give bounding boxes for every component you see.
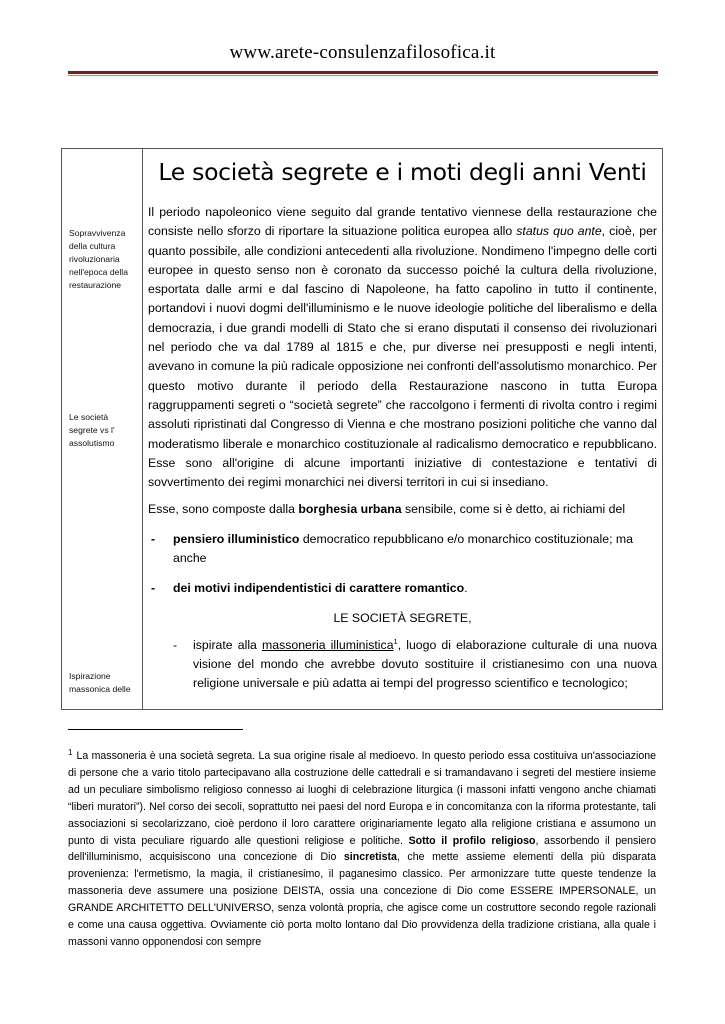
massoneria-illuministica-link[interactable]: massoneria illuministica (262, 637, 394, 652)
content-frame (61, 148, 663, 710)
motivi-indipendentistici: dei motivi indipendentistici di carattere romantico (173, 581, 465, 596)
footnote-bold-profilo: Sotto il profilo religioso (408, 834, 536, 847)
header-rule (68, 71, 658, 74)
paragraph-1 (148, 203, 657, 492)
sub-item-text-b: , luogo di elaborazione culturale di una nuova visione del mondo che avrebbe dovuto sostituire il cristianesimo con una nuova religione universale e più adatta ai tempi del progresso scientifico e tecnologico; (193, 637, 657, 691)
header-url: www.arete-consulenzafilosofica.it (229, 42, 496, 63)
footnote-bold-sincretista: sincretista (343, 851, 397, 864)
sub-dash: - (173, 637, 178, 652)
footnote-rule (68, 729, 243, 730)
sub-item-text-a: ispirate alla (193, 637, 262, 652)
footnote-ref[interactable]: 1 (393, 636, 398, 646)
footnote-text-a: La massoneria è una società segreta. La sua origine risale al medioevo. In questo periodo essa costituiva un'associazione di persone che a vario titolo partecipavano alla costruzione delle cattedrali e si tramandavano i segreti del mestiere insieme ad un peculiare simbolismo religioso connesso ai luoghi di celebrazione liturgica (i massoni infatti vengono anche chiamati “liberi muratori”). Nel corso dei secoli, soprattutto nei paesi del nord Europa e in concomitanza con la riforma protestante, tali associazioni si secolarizzano, cioè perdono il loro carattere originariamente legato alla religione cristiana e assumono un punto di vista peculiare riguardo alle questioni religiose e politiche. (68, 750, 656, 847)
margin-note-ispirazione: Ispirazione massonica delle (69, 671, 131, 694)
header-rule-thin (68, 75, 658, 76)
list-item (148, 579, 657, 598)
sub-list-item (148, 636, 657, 694)
bullet-dash: - (151, 581, 156, 596)
paragraph-2 (148, 500, 657, 519)
footnote-text-b: , assorbendo il pensiero dell'illuminismo, acquisiscono una concezione di Dio (68, 834, 656, 864)
margin-note-societa-segrete: Le società segrete vs l' assolutismo (69, 412, 115, 448)
bullet-list (148, 530, 657, 599)
page-title: Le società segrete e i moti degli anni Venti (158, 158, 647, 186)
paragraph-1-text-a: Il periodo napoleonico viene seguito dal grande tentativo viennese della restaurazione che consiste nello sforzo di riportare la situazione politica europea allo (148, 205, 657, 239)
paragraph-2-text-b: sensibile, come si è detto, ai richiami del (401, 502, 626, 517)
status-quo-ante: status quo ante (516, 224, 602, 239)
footnote-mark: 1 (68, 748, 73, 757)
paragraph-1-text-b: , cioè, per quanto possibile, alle condizioni antecedenti alla rivoluzione. Nondimeno l'impegno delle corti europee in questo senso non è coronato da successo poiché la cultura della rivoluzione, esportata dalle armi e dal fascino di Napoleone, ha fatto capolino in tutto il continente, portandovi i nuovi dogmi dell'illuminismo e le nuove ideologie politiche del liberalismo e della democrazia, i due grandi modelli di Stato che si erano disputati il consenso dei rivoluzionari nel periodo che va dal 1789 al 1815 e che, pur diverse nei presupposti e negli intenti, avevano in comune la più radicale opposizione nei confronti dell'assolutismo monarchico. Per questo motivo durante il periodo della Restaurazione nascono in tutta Europa raggruppamenti segreti o “società segrete” che raccolgono i fermenti di rivolta contro i regimi assoluti ripristinati dal Congresso di Vienna e che mostrano posizioni politiche che vanno dal moderatismo liberale e monarchico costituzionale al radicalismo democratico e repubblicano. Esse sono all'origine di alcune importanti iniziative di contestazione e tentativi di sovvertimento dei regimi monarchici nei diversi territori in cui si insediano. (148, 224, 657, 490)
margin-note-sopravvivenza: Sopravvivenza della cultura rivoluzionaria nell'epoca della restaurazione (69, 228, 128, 290)
bullet-dash: - (151, 531, 156, 546)
list-item (148, 530, 657, 569)
borghesia-urbana: borghesia urbana (298, 502, 402, 517)
footnote-text-c: , che mette assieme elementi della più disparata provenienza: l'ermetismo, la magia, il cristianesimo, il paganesimo classico. Per armonizzare tutte queste tendenze la massoneria deve assumere una posizione DEISTA, ossia una concezione di Dio come ESSERE IMPERSONALE, un GRANDE ARCHITETTO DELL'UNIVERSO, senza volontà propria, che agisce come un costruttore secondo regole razionali e come una causa oggettiva. Ovviamente ciò porta molto lontano dal Dio provvidenza della tradizione cristiana, alla quale i massoni vanno opponendosi con sempre (68, 851, 656, 948)
column-divider (142, 149, 143, 709)
bullet-1-text: democratico repubblicano e/o monarchico costituzionale; ma anche (173, 531, 633, 566)
section-title: LE SOCIETÀ SEGRETE, (333, 610, 472, 625)
footnote (68, 745, 656, 951)
main-column (148, 149, 657, 694)
bullet-2-text: . (464, 581, 468, 596)
pensiero-illuministico: pensiero illuministico (173, 531, 300, 546)
paragraph-2-text-a: Esse, sono composte dalla (148, 502, 299, 517)
